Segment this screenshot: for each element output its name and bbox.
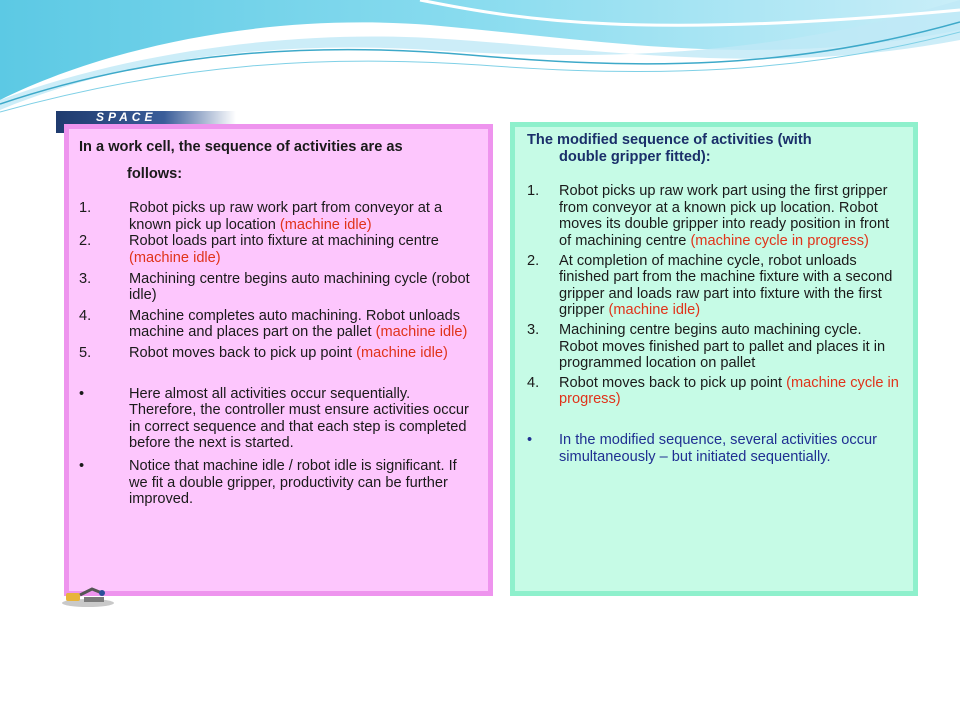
right-activity-list — [527, 183, 903, 408]
robot-logo-icon — [58, 583, 118, 607]
idle-note: (machine idle) — [608, 302, 701, 319]
header-wave-decoration — [0, 0, 960, 120]
idle-note: (machine idle) — [356, 344, 448, 361]
left-activity-list — [79, 200, 476, 361]
left-sequence-panel — [64, 124, 493, 596]
right-notes-list — [527, 432, 903, 465]
list-item: 4. Robot moves back to pick up point (machine cycle in progress) — [527, 374, 899, 408]
right-heading-line2: double gripper fitted): — [559, 148, 711, 165]
left-heading-line1: In a work cell, the sequence of activities are as — [79, 139, 403, 155]
list-item: 5. Robot moves back to pick up point (machine idle) — [79, 344, 448, 361]
idle-note: (machine idle) — [375, 324, 468, 341]
right-sequence-panel — [510, 122, 918, 596]
idle-note: (machine cycle in progress) — [559, 374, 899, 408]
left-heading-line2: follows: — [127, 165, 183, 182]
list-item: 4. Machine completes auto machining. Robot unloads machine and places part on the pallet (machine idle) — [79, 307, 468, 341]
list-item: 1. Robot picks up raw work part from conveyor at a known pick up location (machine idle) — [79, 200, 443, 233]
list-item: 2. At completion of machine cycle, robot unloads finished part from the machine fixture with a second gripper and loads raw part into fixture with the first gripper (machine idle) — [527, 252, 893, 319]
list-item: 2. Robot loads part into fixture at machining centre (machine idle) — [79, 233, 439, 266]
space-logo: SPACE — [56, 111, 236, 133]
idle-note: (machine idle) — [279, 216, 372, 233]
right-heading-line1: The modified sequence of activities (with — [527, 132, 812, 148]
list-item: • Notice that machine idle / robot idle is significant. If we fit a double gripper, productivity can be further improved. — [79, 457, 457, 508]
left-notes-list — [79, 386, 476, 508]
list-item: 3. Machining centre begins auto machining cycle (robot idle) — [79, 270, 470, 304]
list-item: • In the modified sequence, several activities occur simultaneously – but initiated sequentially. — [527, 431, 877, 465]
idle-note: (machine cycle in progress) — [690, 232, 869, 249]
idle-note: (machine idle) — [129, 249, 221, 266]
list-item: 1. Robot picks up raw work part using the first gripper from conveyor at a known pick up location. Robot moves its double gripper into ready position in front of machining centre (machine cycle in progress) — [527, 183, 890, 249]
list-item: 3. Machining centre begins auto machining cycle. Robot moves finished part to pallet and places it in programmed location on pallet — [527, 321, 886, 372]
list-item: • Here almost all activities occur sequentially. Therefore, the controller must ensure activities occur in correct sequence and that each step is completed before the next is started. — [79, 385, 469, 452]
